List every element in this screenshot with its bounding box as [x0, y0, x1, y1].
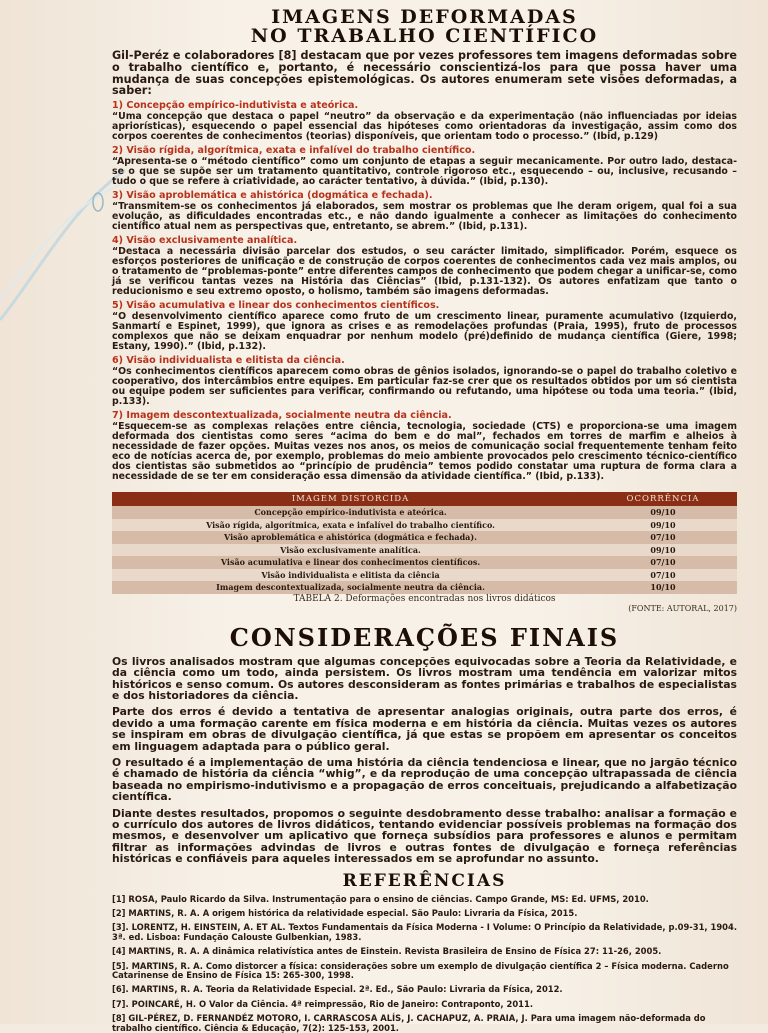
table-cell: Visão individualista e elitista da ciência — [112, 569, 589, 582]
table-row — [112, 531, 737, 544]
view-heading: 7) Imagem descontextualizada, socialmente neutra da ciência. — [112, 410, 452, 422]
view-quote: “Apresenta-se o “método científico” como um conjunto de etapas a seguir mecanicamente. Por outro lado, destaca-se o que se supõe ser um tratamento quantitativo, controle rigoroso etc., esquecendo – ou, inclusive, recusando – tudo o que se refere à criatividade, ao carácter tentativo, à dúvida.” (Ibid, p.130). — [112, 156, 737, 188]
view-quote: “Uma concepção que destaca o papel “neutro” da observação e da experimentação (não influenciadas por ideias apriorísticas), esquecendo o papel essencial das hipóteses como orientadoras da investigação, assim como dos corpos coerentes de conhecimentos (teorias) disponíveis, que orientam todo o processo.” (Ibid, p.129) — [112, 111, 737, 143]
considerations-paragraph: Diante destes resultados, propomos o seguinte desdobramento desse trabalho: analisar a formação e o currículo dos autores de livros didáticos, tentando evidenciar possíveis problemas na formação dos mesmos, e desenvolver um aplicativo que forneça subsídios para professores e alunos e permitam filtrar as informações advindas de livros e outras fontes de divulgação e forneça referências históricas e confiáveis para aqueles interessados em se aprofundar no assunto. — [112, 806, 737, 866]
table-row — [112, 506, 737, 519]
view-5 — [112, 300, 737, 352]
view-4 — [112, 235, 737, 297]
title-line-2: NO TRABALHO CIENTÍFICO — [250, 25, 599, 47]
view-heading: 6) Visão individualista e elitista da ciência. — [112, 355, 345, 367]
table-cell: 07/10 — [589, 531, 737, 544]
table-row — [112, 556, 737, 569]
view-quote: “Esquecem-se as complexas relações entre ciência, tecnologia, sociedade (CTS) e proporciona-se uma imagem deformada dos cientistas como seres “acima do bem e do mal”, fechados em torres de marfim e alheios à necessidade de fazer opções. Muitas vezes nos anos, os meios de comunicação social frequentemente tenham feito eco de notícias acerca de, por exemplo, problemas do meio ambiente provocados pelo crescimento técnico-científico dos cientistas são submetidos ao “princípio de prudência” temos podido constatar uma ruptura de forma clara a necessidade de se ter em consideração essa dimensão da atividade científica.” (Ibid, p.133). — [112, 421, 737, 483]
table-source: (FONTE: AUTORAL, 2017) — [628, 603, 737, 613]
view-heading: 5) Visão acumulativa e linear dos conhecimentos científicos. — [112, 300, 440, 312]
considerations-paragraph: Parte dos erros é devido a tentativa de apresentar analogias originais, outra parte dos erros, é devido a uma formação carente em física moderna e em história da ciência. Muitas vezes os autores se inspiram em obras de divulgação científica, já que estas se propõem em apresentar os conceitos em linguagem adaptada para o público geral. — [112, 705, 737, 753]
reference-item: [8] GIL-PÉREZ, D. FERNANDÉZ MOTORO, I. CARRASCOSA ALÍS, J. CACHAPUZ, A. PRAIA, J. Para uma imagem não-deformada do trabalho científico. Ciência & Educação, 7(2): 125-153, 2001. — [112, 1013, 706, 1033]
view-1 — [112, 100, 737, 142]
view-quote: “Transmitem-se os conhecimentos já elaborados, sem mostrar os problemas que lhe deram origem, qual foi a sua evolução, as dificuldades encontradas etc., e não dando igualmente a conhecer as limitações do conhecimento científico atual nem as perspectivas que, entretanto, se abrem.” (Ibid, p.131). — [112, 201, 737, 233]
table-cell: 09/10 — [589, 506, 737, 519]
considerations-paragraph: O resultado é a implementação de uma história da ciência tendenciosa e linear, que no jargão técnico é chamado de história da ciência “whig”, e da reprodução de uma concepção ultrapassada de ciência baseada no empirismo-indutivismo e a propagação de erros conceituais, prejudicando a alfabetização científica. — [112, 755, 737, 804]
reference-item: [6]. MARTINS, R. A. Teoria da Relatividade Especial. 2ª. Ed., São Paulo: Livraria da Física, 2012. — [112, 984, 563, 995]
intro-paragraph: Gil-Peréz e colaboradores [8] destacam que por vezes professores tem imagens deformadas sobre o trabalho científico e, portanto, é necessário conscientizá-los para que possa haver uma mudança de suas concepções epistemológicas. Os autores enumeram sete visões deformadas, a saber: — [112, 49, 737, 98]
column-header: IMAGEM DISTORCIDA — [112, 492, 589, 506]
reference-item: [1] ROSA, Paulo Ricardo da Silva. Instrumentação para o ensino de ciências. Campo Grande, MS: Ed. UFMS, 2010. — [112, 893, 649, 904]
table-cell: Visão aproblemática e ahistórica (dogmática e fechada). — [112, 531, 589, 544]
reference-item: [5]. MARTINS, R. A. Como distorcer a física: considerações sobre um exemplo de divulgação científica 2 – Física moderna. Caderno Catarinense de Ensino de Física 15: 265-300, 1998. — [112, 960, 729, 981]
table-cell: Concepção empírico-indutivista e ateórica. — [112, 506, 589, 519]
poster-content — [112, 6, 738, 1033]
table-cell: Visão acumulativa e linear dos conhecimentos científicos. — [112, 556, 589, 569]
view-heading: 4) Visão exclusivamente analítica. — [112, 235, 298, 247]
reference-item: [4] MARTINS, R. A. A dinâmica relativística antes de Einstein. Revista Brasileira de Ensino de Física 27: 11-26, 2005. — [112, 946, 662, 957]
view-7 — [112, 410, 737, 482]
reference-item: [2] MARTINS, R. A. A origem histórica da relatividade especial. São Paulo: Livraria da Física, 2015. — [112, 908, 578, 918]
decorative-swoosh — [0, 150, 130, 330]
view-heading: 1) Concepção empírico-indutivista e ateórica. — [112, 100, 359, 112]
references-section — [112, 871, 737, 1033]
table-header-row — [112, 492, 737, 506]
table-cell: Visão exclusivamente analítica. — [112, 544, 589, 557]
poster-title — [112, 8, 737, 46]
view-quote: “O desenvolvimento científico aparece como fruto de um crescimento linear, puramente acumulativo (Izquierdo, Sanmartí e Espinet, 1999), que ignora as crises e as remodelações profundas (Praia, 1995), fruto de processos complexos que não se deixam enquadrar por nenhum modelo (pré)definido de mudança científica (Giere, 1998; Estany, 1990).” (Ibid, p.132). — [112, 311, 737, 353]
table-cell: 09/10 — [589, 519, 737, 532]
view-2 — [112, 145, 737, 187]
table-cell: 07/10 — [589, 556, 737, 569]
view-6 — [112, 355, 737, 407]
view-heading: 2) Visão rígida, algorítmica, exata e infalível do trabalho científico. — [112, 145, 476, 157]
table-cell: 07/10 — [589, 569, 737, 582]
view-quote: “Os conhecimentos científicos aparecem como obras de gênios isolados, ignorando-se o papel do trabalho coletivo e cooperativo, dos intercâmbios entre equipes. Em particular faz-se crer que os resultados obtidos por um só cientista ou equipe podem ser suficientes para verificar, confirmando ou refutando, uma hipótese ou toda uma teoria.” (Ibid, p.133). — [112, 366, 737, 408]
table-row — [112, 581, 737, 594]
considerations-paragraph: Os livros analisados mostram que algumas concepções equivocadas sobre a Teoria da Relatividade, e da ciência como um todo, ainda persistem. Os livros mostram uma tendência em valorizar mitos históricos e senso comum. Os autores desconsideram as fontes primárias e trabalhos de especialistas e dos historiadores da ciência. — [112, 654, 737, 702]
view-3 — [112, 190, 737, 232]
column-header: OCORRÊNCIA — [589, 492, 737, 506]
reference-item: [3]. LORENTZ, H. EINSTEIN, A. ET AL. Textos Fundamentais da Física Moderna - I Volume: O Princípio da Relatividade, p.09-31, 1904. 3ª. ed. Lisboa: Fundação Calouste Gulbenkian, 1983. — [112, 922, 738, 942]
view-quote: “Destaca a necessária divisão parcelar dos estudos, o seu carácter limitado, simplificador. Porém, esquece os esforços posteriores de unificação e de construção de corpos coerentes de conhecimentos cada vez mais amplos, ou o tratamento de “problemas-ponte” entre diferentes campos de conhecimento que podem chegar a unificar-se, como já se verificou tantas vezes na História das Ciências” (Ibid, p.131-132). Os autores enfatizam que tanto o reducionismo e seu extremo oposto, o holismo, também são imagens deformadas. — [112, 246, 737, 298]
table-cell: Imagem descontextualizada, socialmente neutra da ciência. — [112, 581, 589, 594]
table-caption: TABELA 2. Deformações encontradas nos livros didáticos — [293, 593, 556, 604]
table-row — [112, 519, 737, 532]
table-row — [112, 544, 737, 557]
table-row — [112, 569, 737, 582]
references-title: REFERÊNCIAS — [342, 870, 507, 891]
view-heading: 3) Visão aproblemática e ahistórica (dogmática e fechada). — [112, 190, 433, 202]
reference-item: [7]. POINCARÉ, H. O Valor da Ciência. 4ª reimpressão, Rio de Janeiro: Contraponto, 2011. — [112, 998, 534, 1009]
table-cell: Visão rígida, algorítmica, exata e infalível do trabalho científico. — [112, 519, 589, 532]
table-cell: 09/10 — [589, 544, 737, 557]
considerations-title: CONSIDERAÇÕES FINAIS — [229, 622, 620, 652]
distortions-table — [112, 492, 737, 594]
considerations-section — [112, 623, 737, 865]
title-line-1: IMAGENS DEFORMADAS — [271, 6, 578, 28]
table-cell: 10/10 — [589, 581, 737, 594]
